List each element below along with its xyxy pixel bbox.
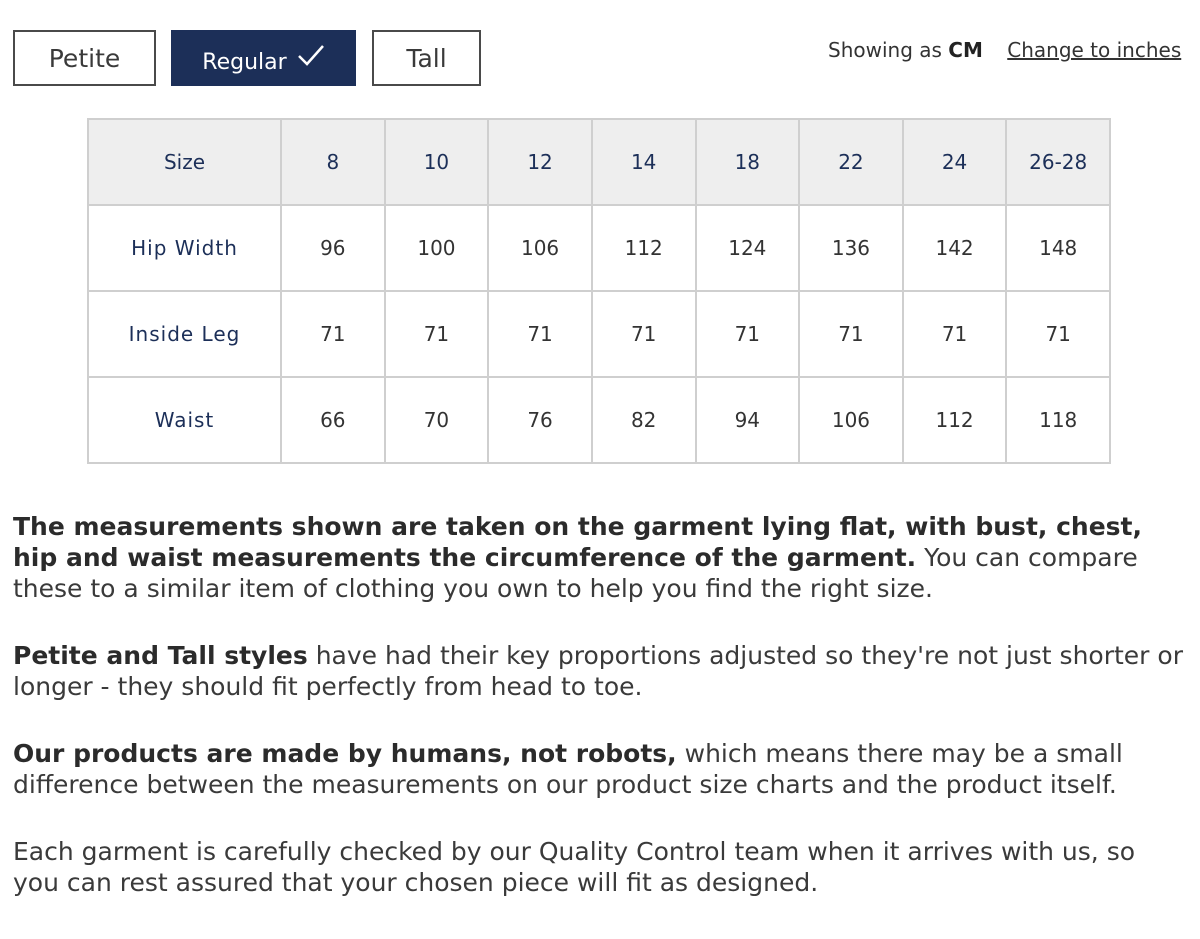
table-cell: 66 — [281, 377, 385, 463]
size-column-header: 24 — [903, 119, 1007, 205]
size-column-header: 8 — [281, 119, 385, 205]
table-cell: 100 — [385, 205, 489, 291]
table-cell: 71 — [1006, 291, 1110, 377]
size-column-header: 22 — [799, 119, 903, 205]
fit-petite-button[interactable] — [13, 30, 156, 86]
fit-regular-label: Regular — [202, 49, 287, 75]
unit-selector — [828, 38, 1181, 62]
table-cell: 71 — [696, 291, 800, 377]
table-cell: 148 — [1006, 205, 1110, 291]
table-cell: 136 — [799, 205, 903, 291]
fit-regular-button[interactable] — [171, 30, 356, 86]
note-paragraph — [13, 738, 1188, 800]
table-cell: 71 — [281, 291, 385, 377]
note-emphasis: The measurements shown are taken on the garment lying flat, with bust, chest, hip and waist measurements the circumference of the garment. — [13, 512, 1142, 572]
size-column-header: 18 — [696, 119, 800, 205]
size-guide-notes — [13, 511, 1188, 934]
table-cell: 112 — [903, 377, 1007, 463]
table-cell: 71 — [592, 291, 696, 377]
units-prefix: Showing as — [828, 38, 942, 62]
note-text: You can compare these to a similar item of clothing you own to help you find the right size. — [13, 543, 1138, 603]
table-cell: 71 — [385, 291, 489, 377]
table-cell: 82 — [592, 377, 696, 463]
note-paragraph — [13, 640, 1188, 702]
table-cell: 118 — [1006, 377, 1110, 463]
note-text: have had their key proportions adjusted so they're not just shorter or longer - they should fit perfectly from head to toe. — [13, 641, 1183, 701]
table-cell: 112 — [592, 205, 696, 291]
table-cell: 71 — [488, 291, 592, 377]
note-emphasis: Petite and Tall styles — [13, 641, 308, 670]
size-chart-table — [87, 118, 1111, 464]
note-paragraph — [13, 836, 1188, 898]
size-column-header: 12 — [488, 119, 592, 205]
row-label-waist: Waist — [88, 377, 281, 463]
table-cell: 71 — [799, 291, 903, 377]
note-emphasis: Our products are made by humans, not robots, — [13, 739, 677, 768]
size-header-row — [88, 119, 1110, 205]
note-text: Each garment is carefully checked by our Quality Control team when it arrives with us, so you can rest assured that your chosen piece will fit as designed. — [13, 837, 1136, 897]
row-label-hip-width: Hip Width — [88, 205, 281, 291]
size-column-header: 14 — [592, 119, 696, 205]
size-column-header: 26-28 — [1006, 119, 1110, 205]
table-row — [88, 205, 1110, 291]
current-unit: CM — [948, 38, 983, 62]
size-column-header: 10 — [385, 119, 489, 205]
fit-tall-button[interactable] — [372, 30, 481, 86]
check-icon — [297, 44, 325, 66]
fit-petite-label: Petite — [48, 43, 121, 73]
table-cell: 124 — [696, 205, 800, 291]
table-cell: 106 — [799, 377, 903, 463]
row-label-inside-leg: Inside Leg — [88, 291, 281, 377]
table-cell: 70 — [385, 377, 489, 463]
fit-tall-label: Tall — [406, 43, 447, 73]
table-row — [88, 377, 1110, 463]
table-cell: 71 — [903, 291, 1007, 377]
table-cell: 106 — [488, 205, 592, 291]
note-text: which means there may be a small difference between the measurements on our product size charts and the product itself. — [13, 739, 1123, 799]
note-paragraph — [13, 511, 1188, 604]
table-cell: 96 — [281, 205, 385, 291]
table-cell: 76 — [488, 377, 592, 463]
change-units-link[interactable]: Change to inches — [1007, 38, 1182, 62]
table-row — [88, 291, 1110, 377]
table-cell: 142 — [903, 205, 1007, 291]
table-cell: 94 — [696, 377, 800, 463]
size-header-label: Size — [88, 119, 281, 205]
